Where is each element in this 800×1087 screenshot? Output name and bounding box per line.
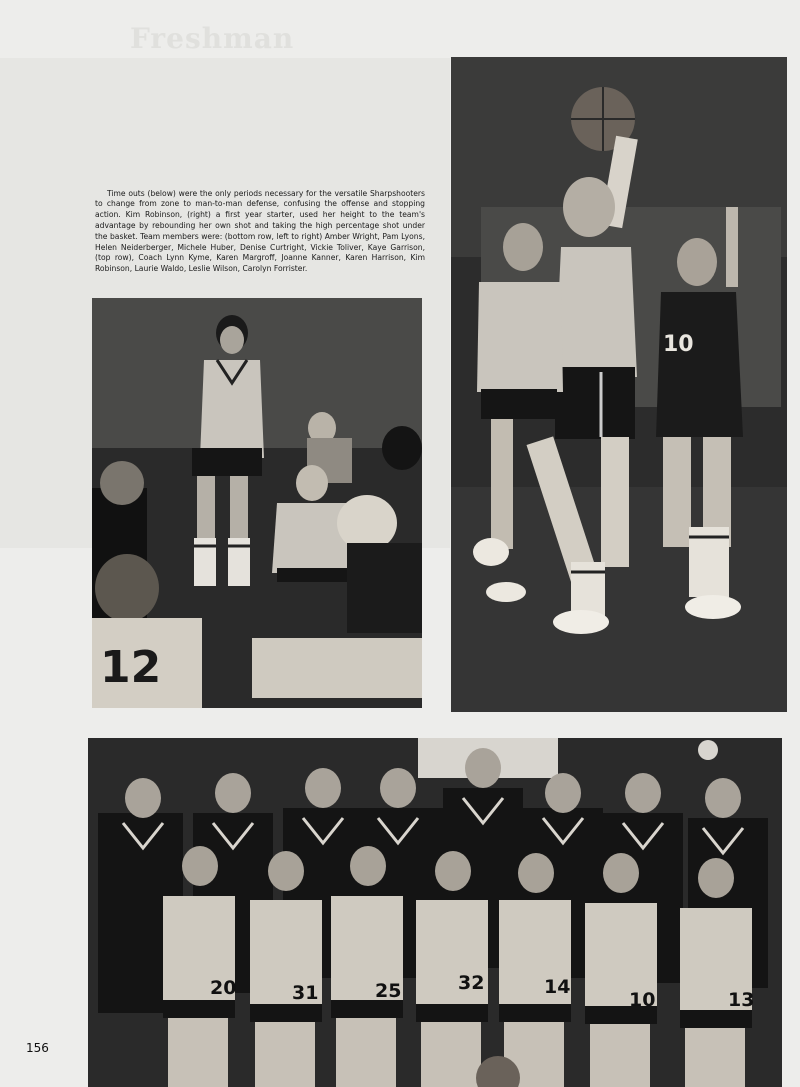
jersey-number-team: 14: [544, 976, 571, 998]
wall-clock-icon: [698, 740, 718, 760]
shot-photo-image: [451, 57, 787, 712]
jersey-number-team: 13: [728, 989, 755, 1011]
jersey-number-team: 25: [375, 980, 402, 1002]
timeout-photo-image: [92, 298, 422, 708]
team-photo-image: [88, 738, 782, 1087]
team-photo: [88, 738, 782, 1087]
page-number: 156: [26, 1041, 49, 1055]
jersey-number-team: 32: [458, 972, 485, 994]
jersey-number-shot: 10: [663, 332, 694, 357]
timeout-photo: [92, 298, 422, 708]
jersey-number-team: 10: [629, 989, 656, 1011]
jersey-number-team: 31: [292, 982, 319, 1004]
photo-caption: Time outs (below) were the only periods necessary for the versatile Sharpshooters to change from zone to man-to-man defense, confusing the offense and stopping action. Kim Robinson, (right) a first year starter, used her height to the team's advantage by rebounding her own shot and taking the high percentage shot under the basket. Team members were: (bottom row, left to right) Amber Wright, Pam Lyons, Helen Neiderberger, Michele Huber, Denise Curtright, Vickie Toliver, Kaye Garrison, (top row), Coach Lynn Kyme, Karen Margroff, Joanne Kanner, Karen Harrison, Kim Robinson, Laurie Waldo, Leslie Wilson, Carolyn Forrister.: [95, 188, 425, 274]
faded-section-title: Freshman: [130, 22, 295, 55]
shot-photo: [451, 57, 787, 712]
jersey-number-timeout: 12: [100, 642, 162, 693]
jersey-number-team: 20: [210, 977, 237, 999]
